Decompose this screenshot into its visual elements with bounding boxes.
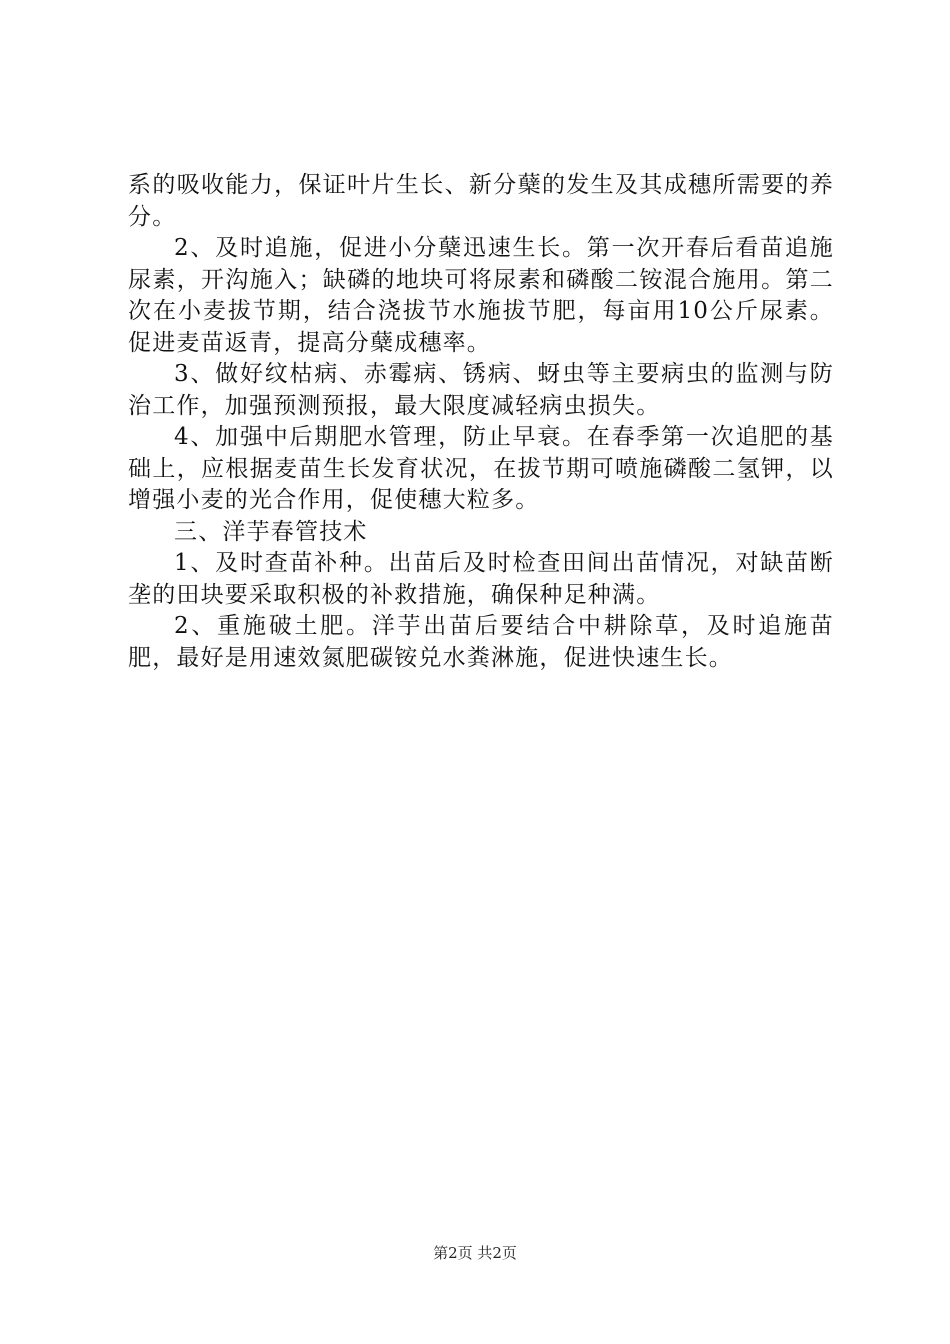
paragraph-potato-replanting: 1、及时查苗补种。出苗后及时检查田间出苗情况，对缺苗断垄的田块要采取积极的补救措施，确保种足种满。 bbox=[128, 550, 834, 608]
paragraph-wheat-topdressing: 2、及时追施，促进小分蘖迅速生长。第一次开春后看苗追施尿素，开沟施入；缺磷的地块可将尿素和磷酸二铵混合施用。第二次在小麦拔节期，结合浇拔节水施拔节肥，每亩用10公斤尿素。促进麦苗返青，提高分蘖成穗率。 bbox=[128, 235, 834, 356]
page-number-label: 第2页 共2页 bbox=[433, 1244, 517, 1262]
paragraph-wheat-fertilizer-management: 4、加强中后期肥水管理，防止早衰。在春季第一次追肥的基础上，应根据麦苗生长发育状况，在拔节期可喷施磷酸二氢钾，以增强小麦的光合作用，促使穗大粒多。 bbox=[128, 424, 834, 513]
paragraph-potato-fertilizer: 2、重施破土肥。洋芋出苗后要结合中耕除草，及时追施苗肥，最好是用速效氮肥碳铵兑水粪淋施，促进快速生长。 bbox=[128, 613, 834, 671]
paragraph-wheat-pest-control: 3、做好纹枯病、赤霉病、锈病、蚜虫等主要病虫的监测与防治工作，加强预测预报，最大限度减轻病虫损失。 bbox=[128, 361, 834, 419]
paragraph-continuation: 系的吸收能力，保证叶片生长、新分蘖的发生及其成穗所需要的养分。 bbox=[128, 172, 834, 230]
page-footer bbox=[0, 1243, 950, 1263]
document-body bbox=[128, 170, 834, 674]
section-heading-potato: 三、洋芋春管技术 bbox=[174, 518, 368, 545]
